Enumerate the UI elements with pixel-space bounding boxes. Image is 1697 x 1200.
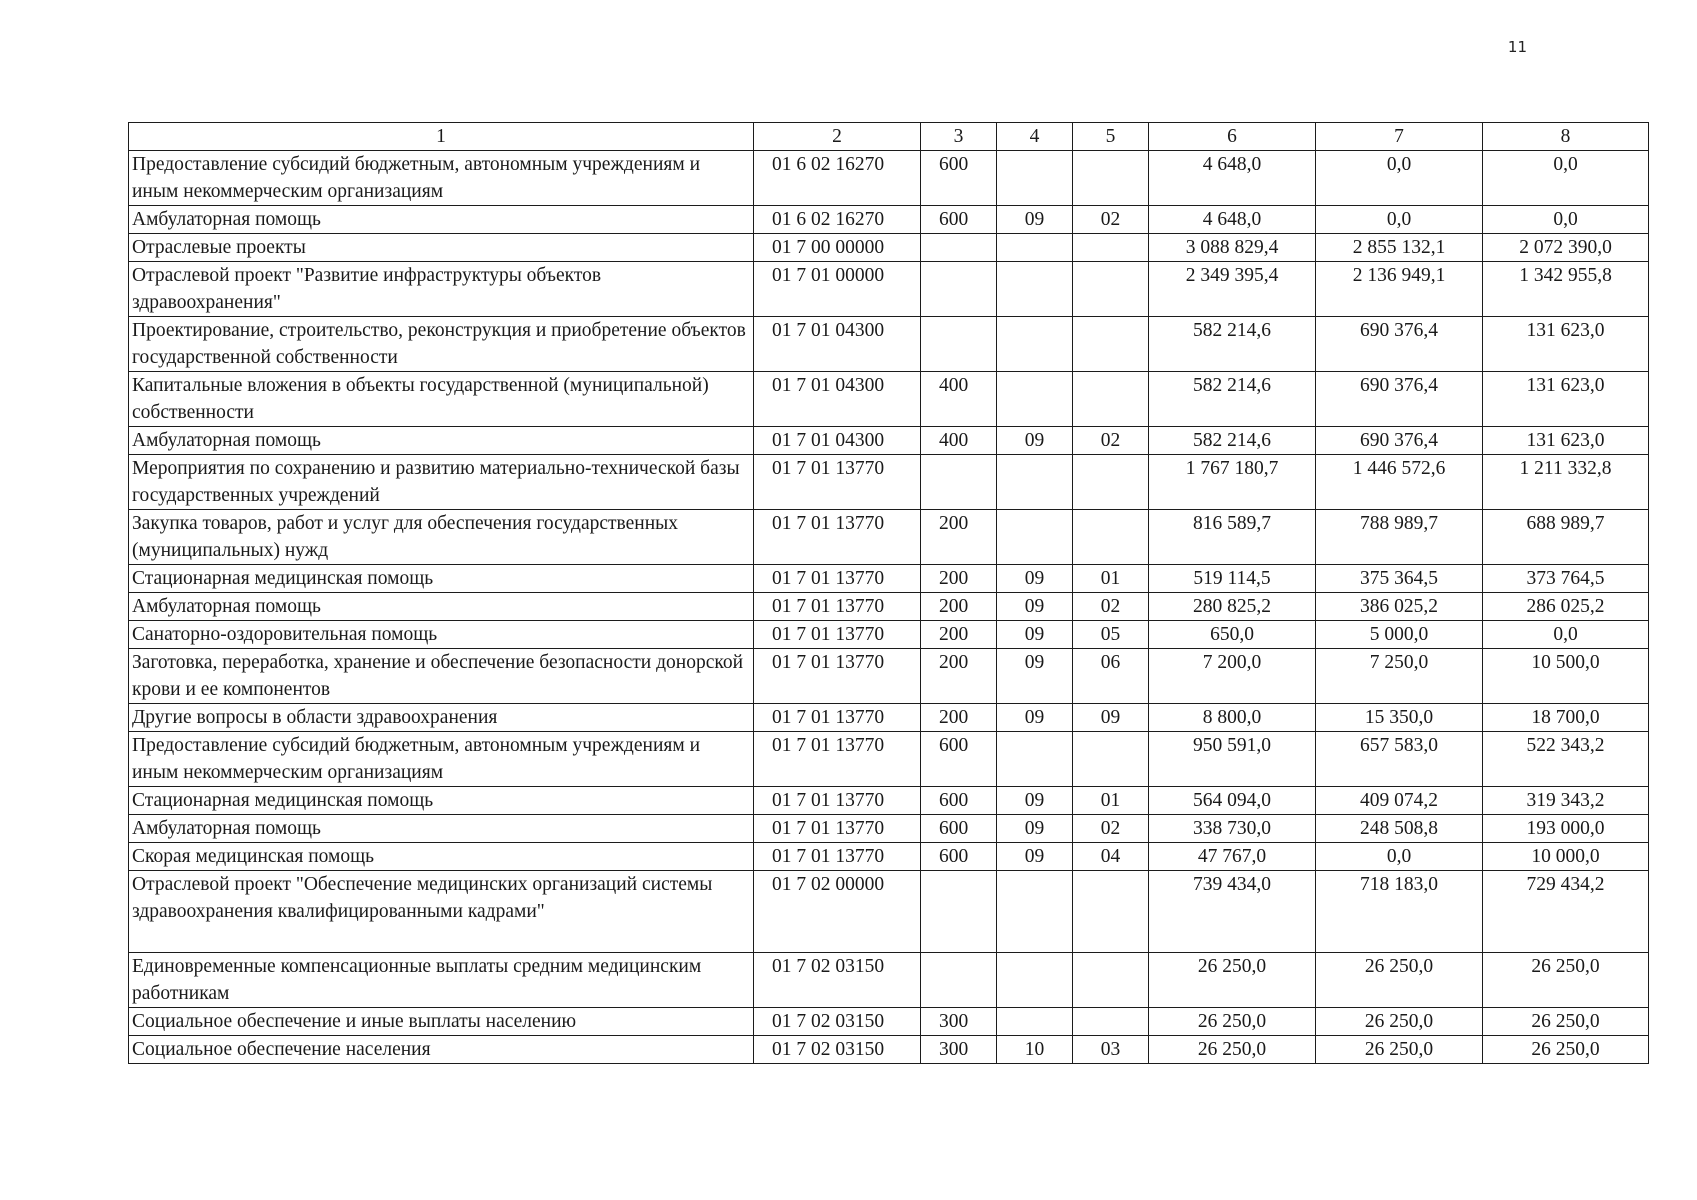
row-code: 01 7 02 00000 <box>754 871 921 953</box>
header-col-1: 1 <box>129 123 754 151</box>
row-rz: 09 <box>997 704 1073 732</box>
row-code: 01 7 01 13770 <box>754 565 921 593</box>
row-name: Амбулаторная помощь <box>129 206 754 234</box>
row-y3: 131 623,0 <box>1483 372 1649 427</box>
table-row <box>129 372 1649 427</box>
row-rz: 09 <box>997 593 1073 621</box>
table-row <box>129 262 1649 317</box>
row-rz <box>997 953 1073 1008</box>
row-y1: 816 589,7 <box>1149 510 1316 565</box>
row-pr <box>1073 871 1149 953</box>
row-vr: 300 <box>921 1008 997 1036</box>
row-vr: 200 <box>921 510 997 565</box>
row-rz: 09 <box>997 621 1073 649</box>
row-code: 01 7 01 13770 <box>754 649 921 704</box>
row-pr <box>1073 372 1149 427</box>
row-y1: 26 250,0 <box>1149 953 1316 1008</box>
row-name: Социальное обеспечение населения <box>129 1036 754 1064</box>
row-code: 01 7 01 04300 <box>754 427 921 455</box>
row-y1: 950 591,0 <box>1149 732 1316 787</box>
row-code: 01 7 01 13770 <box>754 843 921 871</box>
row-y3: 1 342 955,8 <box>1483 262 1649 317</box>
table-row <box>129 427 1649 455</box>
row-y2: 718 183,0 <box>1316 871 1483 953</box>
budget-table <box>128 122 1649 1064</box>
row-y2: 690 376,4 <box>1316 372 1483 427</box>
row-y2: 1 446 572,6 <box>1316 455 1483 510</box>
row-code: 01 7 00 00000 <box>754 234 921 262</box>
row-rz <box>997 262 1073 317</box>
row-code: 01 7 01 13770 <box>754 815 921 843</box>
row-y1: 650,0 <box>1149 621 1316 649</box>
row-y1: 3 088 829,4 <box>1149 234 1316 262</box>
table-row <box>129 455 1649 510</box>
row-pr: 06 <box>1073 649 1149 704</box>
row-pr <box>1073 732 1149 787</box>
row-y3: 131 623,0 <box>1483 317 1649 372</box>
row-y2: 15 350,0 <box>1316 704 1483 732</box>
table-row <box>129 843 1649 871</box>
table-row <box>129 565 1649 593</box>
table-row <box>129 1008 1649 1036</box>
row-y3: 373 764,5 <box>1483 565 1649 593</box>
row-pr: 01 <box>1073 565 1149 593</box>
table-row <box>129 1036 1649 1064</box>
row-y1: 47 767,0 <box>1149 843 1316 871</box>
row-y1: 4 648,0 <box>1149 206 1316 234</box>
row-name: Капитальные вложения в объекты государственной (муниципальной) собственности <box>129 372 754 427</box>
row-code: 01 7 01 13770 <box>754 455 921 510</box>
row-name: Отраслевые проекты <box>129 234 754 262</box>
row-y1: 582 214,6 <box>1149 372 1316 427</box>
row-y1: 582 214,6 <box>1149 317 1316 372</box>
row-rz: 09 <box>997 565 1073 593</box>
row-y3: 522 343,2 <box>1483 732 1649 787</box>
row-y1: 26 250,0 <box>1149 1008 1316 1036</box>
row-vr: 600 <box>921 787 997 815</box>
row-name: Амбулаторная помощь <box>129 593 754 621</box>
row-rz <box>997 455 1073 510</box>
row-name: Закупка товаров, работ и услуг для обеспечения государственных (муниципальных) нужд <box>129 510 754 565</box>
row-y3: 10 000,0 <box>1483 843 1649 871</box>
row-code: 01 7 01 13770 <box>754 510 921 565</box>
row-vr <box>921 262 997 317</box>
row-rz: 09 <box>997 427 1073 455</box>
row-name: Амбулаторная помощь <box>129 815 754 843</box>
table-row <box>129 704 1649 732</box>
table-row <box>129 317 1649 372</box>
row-code: 01 7 01 04300 <box>754 372 921 427</box>
row-pr <box>1073 455 1149 510</box>
row-vr: 600 <box>921 151 997 206</box>
row-y1: 4 648,0 <box>1149 151 1316 206</box>
table-header-row <box>129 123 1649 151</box>
row-rz: 09 <box>997 815 1073 843</box>
row-pr <box>1073 953 1149 1008</box>
header-col-8: 8 <box>1483 123 1649 151</box>
row-code: 01 7 01 04300 <box>754 317 921 372</box>
row-vr: 200 <box>921 649 997 704</box>
header-col-3: 3 <box>921 123 997 151</box>
row-y2: 657 583,0 <box>1316 732 1483 787</box>
table-row <box>129 649 1649 704</box>
row-vr: 300 <box>921 1036 997 1064</box>
row-rz <box>997 1008 1073 1036</box>
row-y2: 409 074,2 <box>1316 787 1483 815</box>
row-name: Стационарная медицинская помощь <box>129 565 754 593</box>
row-y3: 18 700,0 <box>1483 704 1649 732</box>
row-y3: 26 250,0 <box>1483 953 1649 1008</box>
row-name: Амбулаторная помощь <box>129 427 754 455</box>
row-y2: 0,0 <box>1316 206 1483 234</box>
row-y3: 319 343,2 <box>1483 787 1649 815</box>
row-code: 01 7 01 13770 <box>754 621 921 649</box>
row-vr: 400 <box>921 372 997 427</box>
row-pr <box>1073 151 1149 206</box>
row-vr: 600 <box>921 732 997 787</box>
row-rz <box>997 317 1073 372</box>
row-code: 01 7 01 13770 <box>754 704 921 732</box>
row-y1: 7 200,0 <box>1149 649 1316 704</box>
row-y3: 729 434,2 <box>1483 871 1649 953</box>
row-y1: 280 825,2 <box>1149 593 1316 621</box>
row-y2: 2 855 132,1 <box>1316 234 1483 262</box>
row-name: Предоставление субсидий бюджетным, автономным учреждениям и иным некоммерческим организациям <box>129 732 754 787</box>
row-pr: 02 <box>1073 427 1149 455</box>
row-y1: 26 250,0 <box>1149 1036 1316 1064</box>
row-y1: 519 114,5 <box>1149 565 1316 593</box>
row-pr <box>1073 510 1149 565</box>
row-y2: 788 989,7 <box>1316 510 1483 565</box>
row-vr: 600 <box>921 843 997 871</box>
table-row <box>129 206 1649 234</box>
row-y2: 375 364,5 <box>1316 565 1483 593</box>
row-pr: 04 <box>1073 843 1149 871</box>
table-row <box>129 510 1649 565</box>
row-name: Социальное обеспечение и иные выплаты населению <box>129 1008 754 1036</box>
row-name: Стационарная медицинская помощь <box>129 787 754 815</box>
row-y3: 286 025,2 <box>1483 593 1649 621</box>
row-vr <box>921 871 997 953</box>
row-y2: 26 250,0 <box>1316 1036 1483 1064</box>
row-rz: 09 <box>997 206 1073 234</box>
row-y1: 2 349 395,4 <box>1149 262 1316 317</box>
table-row <box>129 871 1649 953</box>
table-row <box>129 151 1649 206</box>
table-row <box>129 953 1649 1008</box>
row-pr <box>1073 262 1149 317</box>
row-code: 01 7 01 13770 <box>754 787 921 815</box>
table-row <box>129 732 1649 787</box>
row-vr: 200 <box>921 593 997 621</box>
row-pr <box>1073 234 1149 262</box>
row-vr <box>921 953 997 1008</box>
page-number: 11 <box>1507 38 1527 56</box>
row-vr: 200 <box>921 704 997 732</box>
row-y1: 739 434,0 <box>1149 871 1316 953</box>
row-y1: 8 800,0 <box>1149 704 1316 732</box>
row-pr: 02 <box>1073 206 1149 234</box>
row-y1: 338 730,0 <box>1149 815 1316 843</box>
row-y1: 1 767 180,7 <box>1149 455 1316 510</box>
header-col-2: 2 <box>754 123 921 151</box>
row-name: Заготовка, переработка, хранение и обеспечение безопасности донорской крови и ее компонентов <box>129 649 754 704</box>
row-y2: 7 250,0 <box>1316 649 1483 704</box>
row-y3: 1 211 332,8 <box>1483 455 1649 510</box>
row-y3: 26 250,0 <box>1483 1036 1649 1064</box>
row-name: Проектирование, строительство, реконструкция и приобретение объектов государственной собственности <box>129 317 754 372</box>
row-code: 01 7 02 03150 <box>754 1008 921 1036</box>
row-y3: 0,0 <box>1483 206 1649 234</box>
row-pr: 05 <box>1073 621 1149 649</box>
row-y3: 0,0 <box>1483 621 1649 649</box>
row-code: 01 7 02 03150 <box>754 1036 921 1064</box>
row-code: 01 7 01 13770 <box>754 593 921 621</box>
row-name: Санаторно-оздоровительная помощь <box>129 621 754 649</box>
row-vr: 200 <box>921 565 997 593</box>
row-vr <box>921 234 997 262</box>
row-code: 01 7 01 13770 <box>754 732 921 787</box>
row-y3: 193 000,0 <box>1483 815 1649 843</box>
row-vr: 600 <box>921 206 997 234</box>
row-rz <box>997 151 1073 206</box>
row-name: Отраслевой проект "Обеспечение медицинских организаций системы здравоохранения квалифицированными кадрами" <box>129 871 754 953</box>
row-code: 01 7 01 00000 <box>754 262 921 317</box>
row-vr <box>921 455 997 510</box>
header-col-6: 6 <box>1149 123 1316 151</box>
row-pr: 02 <box>1073 815 1149 843</box>
row-rz <box>997 732 1073 787</box>
row-pr <box>1073 1008 1149 1036</box>
row-y2: 26 250,0 <box>1316 1008 1483 1036</box>
table-row <box>129 815 1649 843</box>
row-y3: 688 989,7 <box>1483 510 1649 565</box>
header-col-4: 4 <box>997 123 1073 151</box>
row-y2: 690 376,4 <box>1316 427 1483 455</box>
row-code: 01 6 02 16270 <box>754 151 921 206</box>
row-name: Предоставление субсидий бюджетным, автономным учреждениям и иным некоммерческим организациям <box>129 151 754 206</box>
table-row <box>129 621 1649 649</box>
row-y2: 386 025,2 <box>1316 593 1483 621</box>
header-col-5: 5 <box>1073 123 1149 151</box>
row-y3: 131 623,0 <box>1483 427 1649 455</box>
row-rz <box>997 871 1073 953</box>
row-y2: 0,0 <box>1316 151 1483 206</box>
row-rz: 10 <box>997 1036 1073 1064</box>
row-y3: 2 072 390,0 <box>1483 234 1649 262</box>
row-pr: 03 <box>1073 1036 1149 1064</box>
row-name: Скорая медицинская помощь <box>129 843 754 871</box>
row-vr: 200 <box>921 621 997 649</box>
row-code: 01 7 02 03150 <box>754 953 921 1008</box>
row-pr <box>1073 317 1149 372</box>
row-rz: 09 <box>997 787 1073 815</box>
table-row <box>129 787 1649 815</box>
row-vr <box>921 317 997 372</box>
row-pr: 09 <box>1073 704 1149 732</box>
row-vr: 400 <box>921 427 997 455</box>
row-y2: 0,0 <box>1316 843 1483 871</box>
row-rz <box>997 510 1073 565</box>
table-row <box>129 234 1649 262</box>
row-y2: 2 136 949,1 <box>1316 262 1483 317</box>
row-y1: 582 214,6 <box>1149 427 1316 455</box>
row-y3: 26 250,0 <box>1483 1008 1649 1036</box>
header-col-7: 7 <box>1316 123 1483 151</box>
row-name: Другие вопросы в области здравоохранения <box>129 704 754 732</box>
row-y2: 690 376,4 <box>1316 317 1483 372</box>
row-vr: 600 <box>921 815 997 843</box>
row-y2: 26 250,0 <box>1316 953 1483 1008</box>
row-y1: 564 094,0 <box>1149 787 1316 815</box>
row-y2: 248 508,8 <box>1316 815 1483 843</box>
row-y3: 10 500,0 <box>1483 649 1649 704</box>
row-rz: 09 <box>997 843 1073 871</box>
row-name: Мероприятия по сохранению и развитию материально-технической базы государственных учреждений <box>129 455 754 510</box>
row-pr: 01 <box>1073 787 1149 815</box>
row-y2: 5 000,0 <box>1316 621 1483 649</box>
row-rz: 09 <box>997 649 1073 704</box>
row-rz <box>997 372 1073 427</box>
row-name: Единовременные компенсационные выплаты средним медицинским работникам <box>129 953 754 1008</box>
table-row <box>129 593 1649 621</box>
row-code: 01 6 02 16270 <box>754 206 921 234</box>
row-pr: 02 <box>1073 593 1149 621</box>
row-y3: 0,0 <box>1483 151 1649 206</box>
row-rz <box>997 234 1073 262</box>
row-name: Отраслевой проект "Развитие инфраструктуры объектов здравоохранения" <box>129 262 754 317</box>
